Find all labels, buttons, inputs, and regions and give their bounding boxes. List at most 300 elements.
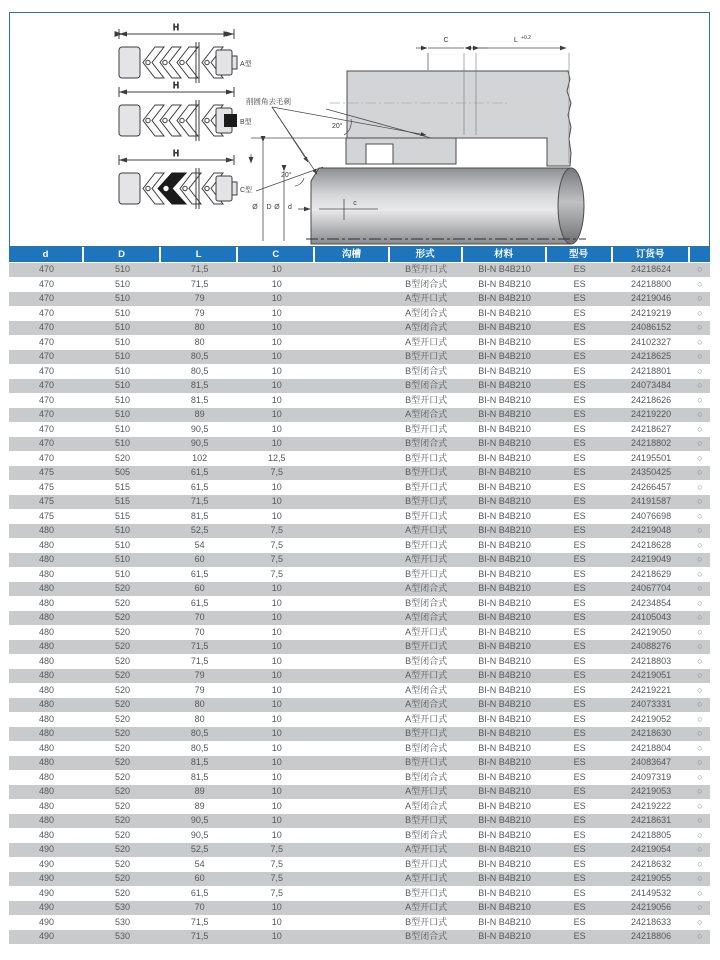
- table-cell: 10: [238, 336, 315, 351]
- table-cell: [315, 611, 389, 626]
- table-row: [9, 437, 710, 452]
- table-row: [9, 524, 710, 539]
- table-cell: 480: [9, 742, 84, 757]
- table-cell: [315, 350, 389, 365]
- table-cell: 7,5: [238, 568, 315, 583]
- stock-marker: ○: [690, 655, 710, 670]
- table-cell: 10: [238, 481, 315, 496]
- table-cell: BI-N B4B210: [463, 829, 547, 844]
- table-cell: B型闭合式: [390, 278, 463, 293]
- stock-marker: ○: [690, 669, 710, 684]
- table-cell: BI-N B4B210: [463, 742, 547, 757]
- table-cell: 480: [9, 785, 84, 800]
- table-cell: B型开口式: [390, 814, 463, 829]
- table-cell: [315, 539, 389, 554]
- table-cell: 52,5: [161, 524, 238, 539]
- table-cell: ES: [547, 307, 613, 322]
- table-row: [9, 553, 710, 568]
- table-cell: [315, 887, 389, 902]
- table-cell: ES: [547, 408, 613, 423]
- table-cell: 510: [84, 278, 161, 293]
- table-cell: 520: [84, 640, 161, 655]
- table-cell: 80: [161, 321, 238, 336]
- table-cell: [315, 466, 389, 481]
- table-cell: ES: [547, 843, 613, 858]
- table-cell: 71,5: [161, 640, 238, 655]
- stock-marker: ○: [690, 278, 710, 293]
- profile-c-label: C型: [240, 187, 253, 194]
- table-row: [9, 394, 710, 409]
- table-cell: BI-N B4B210: [463, 655, 547, 670]
- stock-marker: ○: [690, 553, 710, 568]
- stock-marker: ○: [690, 742, 710, 757]
- table-cell: A型开口式: [390, 669, 463, 684]
- table-cell: 10: [238, 669, 315, 684]
- table-row: [9, 423, 710, 438]
- stock-marker: ○: [690, 684, 710, 699]
- table-cell: ES: [547, 582, 613, 597]
- table-row: [9, 727, 710, 742]
- table-row: [9, 452, 710, 467]
- table-cell: 10: [238, 263, 315, 278]
- table-cell: 24218801: [613, 365, 690, 380]
- table-cell: ES: [547, 800, 613, 815]
- table-cell: 80: [161, 698, 238, 713]
- table-cell: 490: [9, 887, 84, 902]
- table-cell: 520: [84, 452, 161, 467]
- table-cell: 10: [238, 292, 315, 307]
- table-cell: 520: [84, 887, 161, 902]
- table-cell: 480: [9, 771, 84, 786]
- table-cell: 480: [9, 582, 84, 597]
- table-cell: [315, 930, 389, 945]
- table-cell: 24218804: [613, 742, 690, 757]
- table-cell: 480: [9, 611, 84, 626]
- table-row: [9, 539, 710, 554]
- table-cell: B型开口式: [390, 727, 463, 742]
- table-cell: [315, 568, 389, 583]
- table-cell: 79: [161, 292, 238, 307]
- table-cell: 24218806: [613, 930, 690, 945]
- table-cell: [315, 524, 389, 539]
- table-cell: 80,5: [161, 727, 238, 742]
- table-header: [9, 247, 710, 263]
- table-cell: B型开口式: [390, 263, 463, 278]
- table-cell: [315, 379, 389, 394]
- table-cell: 470: [9, 278, 84, 293]
- table-cell: 470: [9, 263, 84, 278]
- table-row: [9, 655, 710, 670]
- table-cell: 10: [238, 510, 315, 525]
- table-cell: BI-N B4B210: [463, 321, 547, 336]
- table-cell: 71,5: [161, 655, 238, 670]
- table-cell: ES: [547, 394, 613, 409]
- table-cell: 80: [161, 713, 238, 728]
- table-cell: [315, 582, 389, 597]
- table-cell: 7,5: [238, 524, 315, 539]
- table-cell: ES: [547, 916, 613, 931]
- table-cell: [315, 394, 389, 409]
- table-cell: 480: [9, 727, 84, 742]
- section-drawing: [246, 35, 586, 244]
- table-cell: BI-N B4B210: [463, 408, 547, 423]
- table-cell: B型开口式: [390, 858, 463, 873]
- table-row: [9, 669, 710, 684]
- table-cell: 24149532: [613, 887, 690, 902]
- table-cell: 24219222: [613, 800, 690, 815]
- table-cell: 24219049: [613, 553, 690, 568]
- table-cell: 510: [84, 524, 161, 539]
- table-cell: B型开口式: [390, 481, 463, 496]
- table-cell: BI-N B4B210: [463, 727, 547, 742]
- table-cell: [315, 452, 389, 467]
- table-cell: BI-N B4B210: [463, 800, 547, 815]
- table-cell: 510: [84, 394, 161, 409]
- table-cell: 490: [9, 858, 84, 873]
- stock-marker: ○: [690, 452, 710, 467]
- table-cell: ES: [547, 510, 613, 525]
- table-cell: BI-N B4B210: [463, 350, 547, 365]
- table-cell: 470: [9, 321, 84, 336]
- table-cell: ES: [547, 872, 613, 887]
- table-cell: B型开口式: [390, 916, 463, 931]
- table-cell: 24105043: [613, 611, 690, 626]
- stock-marker: ○: [690, 263, 710, 278]
- table-cell: 520: [84, 872, 161, 887]
- table-cell: ES: [547, 292, 613, 307]
- table-cell: 10: [238, 930, 315, 945]
- table-cell: 490: [9, 843, 84, 858]
- stock-marker: ○: [690, 423, 710, 438]
- table-cell: 10: [238, 800, 315, 815]
- table-cell: 520: [84, 829, 161, 844]
- table-cell: 520: [84, 684, 161, 699]
- table-cell: ES: [547, 901, 613, 916]
- stock-marker: ○: [690, 785, 710, 800]
- table-row: [9, 756, 710, 771]
- table-row: [9, 887, 710, 902]
- table-cell: BI-N B4B210: [463, 901, 547, 916]
- table-cell: ES: [547, 278, 613, 293]
- table-cell: 24218627: [613, 423, 690, 438]
- table-cell: ES: [547, 539, 613, 554]
- table-cell: BI-N B4B210: [463, 365, 547, 380]
- table-cell: ES: [547, 611, 613, 626]
- table-cell: 81,5: [161, 756, 238, 771]
- column-header: 材料: [463, 247, 547, 263]
- table-cell: ES: [547, 524, 613, 539]
- table-cell: 71,5: [161, 930, 238, 945]
- table-cell: BI-N B4B210: [463, 843, 547, 858]
- deburr-note: 削圆角去毛刺: [246, 97, 291, 106]
- table-row: [9, 510, 710, 525]
- table-cell: ES: [547, 713, 613, 728]
- table-cell: 520: [84, 611, 161, 626]
- table-cell: 480: [9, 684, 84, 699]
- column-header: C: [238, 247, 315, 263]
- table-cell: 470: [9, 292, 84, 307]
- table-cell: 10: [238, 655, 315, 670]
- dia-outer-symbol: Ø: [252, 204, 258, 211]
- table-cell: BI-N B4B210: [463, 495, 547, 510]
- stock-marker: ○: [690, 858, 710, 873]
- table-cell: 24067704: [613, 582, 690, 597]
- column-header: 形式: [390, 247, 463, 263]
- table-cell: 24218629: [613, 568, 690, 583]
- table-cell: [315, 916, 389, 931]
- table-cell: 90,5: [161, 423, 238, 438]
- table-cell: 10: [238, 365, 315, 380]
- table-cell: 10: [238, 756, 315, 771]
- table-cell: 24219048: [613, 524, 690, 539]
- table-cell: 10: [238, 307, 315, 322]
- stock-marker: ○: [690, 307, 710, 322]
- table-cell: BI-N B4B210: [463, 916, 547, 931]
- table-cell: 79: [161, 669, 238, 684]
- table-cell: B型闭合式: [390, 437, 463, 452]
- table-cell: BI-N B4B210: [463, 307, 547, 322]
- table-cell: B型开口式: [390, 640, 463, 655]
- table-cell: 10: [238, 423, 315, 438]
- table-cell: ES: [547, 756, 613, 771]
- stock-marker: ○: [690, 756, 710, 771]
- table-cell: 480: [9, 539, 84, 554]
- table-row: [9, 800, 710, 815]
- table-cell: 60: [161, 872, 238, 887]
- table-cell: 24218625: [613, 350, 690, 365]
- table-cell: ES: [547, 365, 613, 380]
- table-cell: BI-N B4B210: [463, 640, 547, 655]
- table-cell: B型闭合式: [390, 742, 463, 757]
- table-cell: [315, 655, 389, 670]
- table-cell: 510: [84, 365, 161, 380]
- table-cell: [315, 408, 389, 423]
- dim-c-top-label: C: [443, 37, 449, 44]
- column-header: 订货号: [613, 247, 690, 263]
- table-cell: BI-N B4B210: [463, 553, 547, 568]
- table-cell: BI-N B4B210: [463, 568, 547, 583]
- technical-drawing-panel: [9, 12, 710, 247]
- stock-marker: ○: [690, 336, 710, 351]
- table-cell: ES: [547, 466, 613, 481]
- profile-b-label: B型: [240, 119, 252, 126]
- table-cell: 24266457: [613, 481, 690, 496]
- table-cell: 470: [9, 408, 84, 423]
- stock-marker: ○: [690, 843, 710, 858]
- table-cell: 24218630: [613, 727, 690, 742]
- table-cell: 10: [238, 408, 315, 423]
- table-cell: 475: [9, 466, 84, 481]
- table-cell: 530: [84, 916, 161, 931]
- table-cell: ES: [547, 350, 613, 365]
- table-cell: 520: [84, 858, 161, 873]
- table-cell: ES: [547, 858, 613, 873]
- table-cell: ES: [547, 930, 613, 945]
- table-cell: ES: [547, 336, 613, 351]
- table-cell: ES: [547, 481, 613, 496]
- column-header: 型号: [547, 247, 613, 263]
- table-cell: 505: [84, 466, 161, 481]
- table-cell: BI-N B4B210: [463, 379, 547, 394]
- table-cell: 10: [238, 640, 315, 655]
- table-cell: [315, 800, 389, 815]
- table-cell: BI-N B4B210: [463, 771, 547, 786]
- profile-b-drawing: [119, 81, 252, 141]
- table-cell: 89: [161, 408, 238, 423]
- table-cell: [315, 843, 389, 858]
- table-row: [9, 843, 710, 858]
- table-cell: 520: [84, 814, 161, 829]
- table-cell: BI-N B4B210: [463, 510, 547, 525]
- table-cell: 475: [9, 495, 84, 510]
- table-cell: BI-N B4B210: [463, 713, 547, 728]
- table-cell: 24219052: [613, 713, 690, 728]
- table-cell: 520: [84, 785, 161, 800]
- column-header: L: [161, 247, 238, 263]
- table-row: [9, 350, 710, 365]
- dimension-table: [9, 247, 710, 945]
- table-cell: ES: [547, 684, 613, 699]
- table-cell: 475: [9, 510, 84, 525]
- table-cell: 7,5: [238, 887, 315, 902]
- table-cell: 470: [9, 394, 84, 409]
- table-cell: ES: [547, 423, 613, 438]
- table-cell: 90,5: [161, 437, 238, 452]
- table-cell: [315, 437, 389, 452]
- table-cell: 470: [9, 365, 84, 380]
- table-cell: 10: [238, 814, 315, 829]
- table-cell: 480: [9, 698, 84, 713]
- table-cell: BI-N B4B210: [463, 481, 547, 496]
- table-cell: [315, 307, 389, 322]
- table-row: [9, 713, 710, 728]
- table-cell: 10: [238, 901, 315, 916]
- table-cell: 7,5: [238, 843, 315, 858]
- table-cell: 61,5: [161, 568, 238, 583]
- table-cell: 520: [84, 597, 161, 612]
- table-cell: 470: [9, 336, 84, 351]
- stock-marker: ○: [690, 626, 710, 641]
- table-cell: 102: [161, 452, 238, 467]
- table-cell: B型闭合式: [390, 597, 463, 612]
- table-cell: 10: [238, 698, 315, 713]
- dim-l-label: L: [513, 35, 519, 44]
- table-row: [9, 292, 710, 307]
- table-cell: BI-N B4B210: [463, 684, 547, 699]
- stock-marker: ○: [690, 930, 710, 945]
- table-cell: 470: [9, 350, 84, 365]
- table-row: [9, 321, 710, 336]
- table-cell: [315, 727, 389, 742]
- table-cell: 24218803: [613, 655, 690, 670]
- table-cell: 10: [238, 713, 315, 728]
- table-cell: BI-N B4B210: [463, 524, 547, 539]
- table-cell: 89: [161, 800, 238, 815]
- table-cell: 80,5: [161, 365, 238, 380]
- table-cell: ES: [547, 263, 613, 278]
- table-row: [9, 263, 710, 278]
- seal-drawing: [10, 13, 709, 245]
- stock-marker: ○: [690, 466, 710, 481]
- stock-marker: ○: [690, 800, 710, 815]
- table-cell: 510: [84, 379, 161, 394]
- dim-h-label: H: [173, 81, 179, 90]
- table-cell: 81,5: [161, 771, 238, 786]
- dia-inner-symbol: Ø: [274, 204, 280, 211]
- stock-marker: ○: [690, 379, 710, 394]
- stock-marker: ○: [690, 582, 710, 597]
- table-cell: B型开口式: [390, 350, 463, 365]
- table-cell: 90,5: [161, 814, 238, 829]
- table-cell: A型闭合式: [390, 582, 463, 597]
- table-cell: 7,5: [238, 872, 315, 887]
- table-cell: 24073484: [613, 379, 690, 394]
- table-row: [9, 829, 710, 844]
- table-cell: 510: [84, 553, 161, 568]
- table-cell: 24083647: [613, 756, 690, 771]
- table-cell: ES: [547, 698, 613, 713]
- table-cell: 510: [84, 539, 161, 554]
- table-cell: 480: [9, 713, 84, 728]
- table-cell: 520: [84, 713, 161, 728]
- table-cell: 61,5: [161, 481, 238, 496]
- dia-outer-label: D: [266, 204, 272, 211]
- table-row: [9, 858, 710, 873]
- table-cell: 530: [84, 930, 161, 945]
- table-cell: 24218624: [613, 263, 690, 278]
- table-cell: 470: [9, 452, 84, 467]
- angle-top-label: 20°: [332, 123, 343, 130]
- table-cell: 10: [238, 771, 315, 786]
- table-cell: A型闭合式: [390, 698, 463, 713]
- table-cell: 10: [238, 785, 315, 800]
- table-cell: B型闭合式: [390, 365, 463, 380]
- stock-marker: ○: [690, 916, 710, 931]
- stock-marker: ○: [690, 321, 710, 336]
- table-cell: 510: [84, 423, 161, 438]
- table-cell: 490: [9, 916, 84, 931]
- header-row: [9, 247, 710, 263]
- table-cell: 475: [9, 481, 84, 496]
- table-cell: 24073331: [613, 698, 690, 713]
- table-cell: 52,5: [161, 843, 238, 858]
- table-cell: 520: [84, 742, 161, 757]
- table-cell: 480: [9, 800, 84, 815]
- profile-c-drawing: [119, 149, 252, 209]
- table-cell: A型闭合式: [390, 800, 463, 815]
- stock-marker: ○: [690, 640, 710, 655]
- table-cell: 520: [84, 800, 161, 815]
- table-cell: [315, 785, 389, 800]
- table-cell: 54: [161, 539, 238, 554]
- table-row: [9, 771, 710, 786]
- table-cell: 490: [9, 930, 84, 945]
- table-cell: A型开口式: [390, 524, 463, 539]
- table-cell: 71,5: [161, 278, 238, 293]
- table-cell: ES: [547, 379, 613, 394]
- table-cell: BI-N B4B210: [463, 887, 547, 902]
- table-cell: [315, 263, 389, 278]
- table-body: [9, 263, 710, 945]
- table-cell: 480: [9, 626, 84, 641]
- table-cell: BI-N B4B210: [463, 452, 547, 467]
- table-cell: [315, 365, 389, 380]
- column-header: d: [9, 247, 84, 263]
- table-cell: 61,5: [161, 597, 238, 612]
- table-cell: 24097319: [613, 771, 690, 786]
- table-cell: ES: [547, 655, 613, 670]
- table-row: [9, 568, 710, 583]
